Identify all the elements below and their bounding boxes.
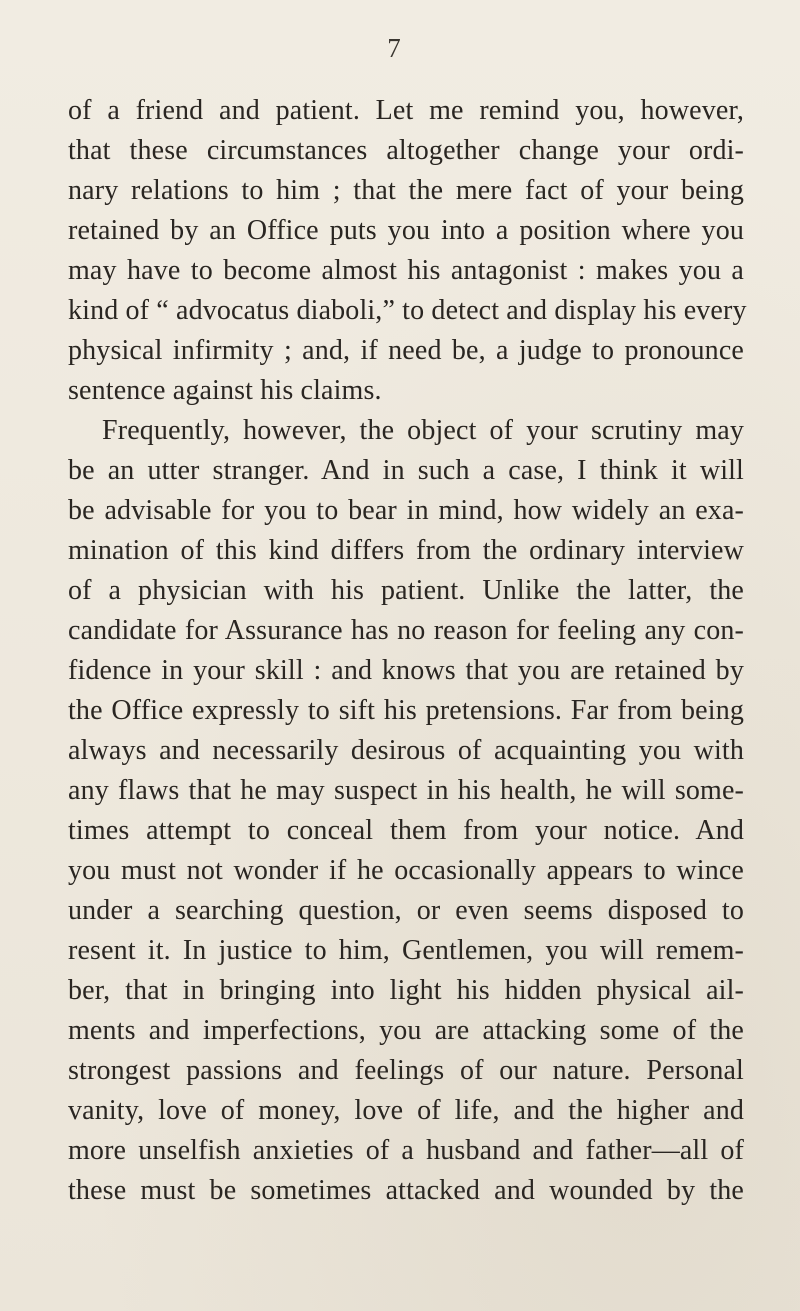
text-line: always and necessarily desirous of acquainting you with <box>68 735 744 766</box>
text-line: strongest passions and feelings of our nature. Personal <box>68 1055 744 1086</box>
text-line: more unselfish anxieties of a husband and father—all of <box>68 1135 744 1166</box>
text-line: physical infirmity ; and, if need be, a judge to pronounce <box>68 335 744 366</box>
text-line: mination of this kind differs from the ordinary interview <box>68 535 744 566</box>
text-line: be advisable for you to bear in mind, how widely an exa- <box>68 495 744 526</box>
page-number: 7 <box>387 33 401 63</box>
text-line: of a friend and patient. Let me remind you, however, <box>68 95 744 126</box>
text-line: under a searching question, or even seems disposed to <box>68 895 744 926</box>
text-line: ber, that in bringing into light his hidden physical ail- <box>68 975 744 1006</box>
text-line: of a physician with his patient. Unlike the latter, the <box>68 575 744 606</box>
text-line: resent it. In justice to him, Gentlemen, you will remem- <box>68 935 744 966</box>
text-line: vanity, love of money, love of life, and the higher and <box>68 1095 744 1126</box>
text-line: times attempt to conceal them from your notice. And <box>68 815 744 846</box>
text-line: retained by an Office puts you into a position where you <box>68 215 744 246</box>
text-line: that these circumstances altogether change your ordi- <box>68 135 744 166</box>
text-line: you must not wonder if he occasionally appears to wince <box>68 855 744 886</box>
text-line: ments and imperfections, you are attacking some of the <box>68 1015 744 1046</box>
text-line: be an utter stranger. And in such a case, I think it will <box>68 455 744 486</box>
text-line: kind of “ advocatus diaboli,” to detect and display his every <box>68 295 747 326</box>
text-line: these must be sometimes attacked and wounded by the <box>68 1175 744 1206</box>
text-line: sentence against his claims. <box>68 375 382 406</box>
text-line: Frequently, however, the object of your scrutiny may <box>102 415 744 446</box>
text-line: the Office expressly to sift his pretensions. Far from being <box>68 695 744 726</box>
text-line: nary relations to him ; that the mere fact of your being <box>68 175 744 206</box>
text-line: any flaws that he may suspect in his health, he will some- <box>68 775 744 806</box>
text-line: fidence in your skill : and knows that you are retained by <box>68 655 744 686</box>
body-text <box>68 91 747 1211</box>
text-line: candidate for Assurance has no reason for feeling any con- <box>68 615 744 646</box>
text-line: may have to become almost his antagonist : makes you a <box>68 255 744 286</box>
